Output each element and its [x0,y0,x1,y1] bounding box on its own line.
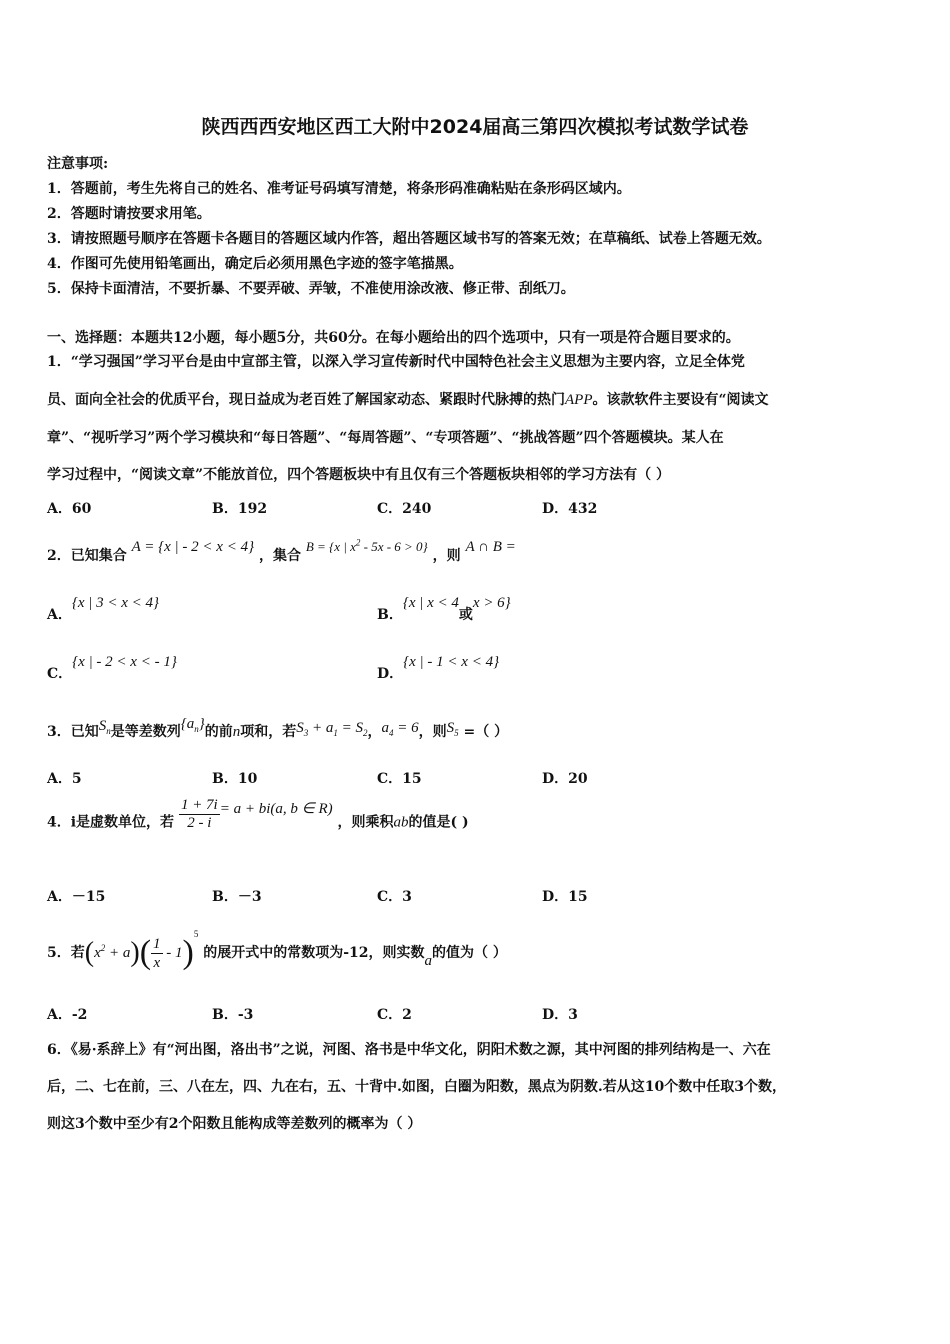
q5-sym: - 1 [162,945,183,961]
q2-option-c[interactable] [47,654,177,683]
q1-line [47,389,769,409]
q5-math [94,945,130,961]
q3-sym: S [296,720,304,736]
q3-text: 是等差数列 [110,724,181,740]
q4-text: 4．i是虚数单位，若 [47,814,175,831]
q3-sub: 5 [454,728,459,738]
q4-option-d[interactable]: D．15 [542,889,588,905]
q3-sym: {a [180,716,195,732]
q3-sym: S [98,718,107,734]
q3-math-an [181,716,205,732]
q1-option-a[interactable]: A．60 [47,501,92,517]
q2-option-label: C． [47,666,73,682]
q3-sub: 4 [389,728,394,738]
q5-option-b[interactable]: B．-3 [212,1007,254,1023]
q5-text: 5．若 [47,945,85,961]
q2-option-or: 或 [458,607,473,623]
q5-option-d[interactable]: D．3 [542,1007,578,1023]
q5-text: 的展开式中的常数项为-12，则实数 [203,945,425,961]
q1-option-b[interactable]: B．192 [212,501,268,517]
q2-expr: A ∩ B = [465,539,516,555]
q5-text: 的值为（ ） [432,945,507,961]
q3-text: =（ ） [458,724,509,740]
q6-line: 6．《易·系辞上》有“河出图，洛出书”之说，河图、洛书是中华文化，阴阳术数之源，其中河图的排列结构是一、六在 [47,1042,771,1058]
q2-text: ，集合 [258,548,301,564]
page-title: 陕西西西安地区西工大附中2024届高三第四次模拟考试数学试卷 [201,116,749,138]
q5-fraction [151,935,163,972]
q2-option-math: {x | x < 4 [402,595,459,611]
q5-denominator: x [153,954,161,971]
q2-option-label: D． [377,666,404,682]
notice-heading: 注意事项: [47,156,109,172]
q3-option-a[interactable]: A．5 [47,771,82,787]
q2-option-a[interactable] [47,595,160,624]
q2-text: ，则 [432,548,461,564]
q2-option-math: {x | 3 < x < 4} [71,595,160,611]
q3-sym: a [381,720,389,736]
q3-sub: n [106,726,111,736]
q3-math-sn [99,718,111,734]
q3-math-cond [296,720,367,736]
q3-text: 项和，若 [240,724,297,740]
q6-line: 后，二、七在前，三、八在左，四、九在右，五、十背中.如图，白圈为阳数，黑点为阴数.若从这10个数中任取3个数， [47,1079,786,1095]
q5-power: 5 [193,929,199,940]
q2-set-b-part: - 5x - 6 > 0} [360,539,428,554]
q3-sub: 1 [333,728,338,738]
q2-set-b [306,539,428,554]
q5-option-a[interactable]: A．-2 [47,1007,88,1023]
q2-option-math: {x | - 1 < x < 4} [403,654,500,670]
q5-paren: ( [139,934,152,971]
q5-paren: ) [130,937,140,968]
q1-line: 1．“学习强国”学习平台是由中宣部主管，以深入学习宣传新时代中国特色社会主义思想为主要内容，立足全体党 [47,354,745,370]
q2-option-math: x > 6} [472,595,511,611]
notice-item: 1．答题前，考生先将自己的姓名、准考证号码填写清楚，将条形码准确粘贴在条形码区域内。 [47,181,631,197]
q4-option-a[interactable]: A．－15 [47,889,106,905]
q3-sym: = 6 [393,720,419,736]
q3-text: 的前 [204,724,233,740]
notice-item: 4．作图可先使用铅笔画出，确定后必须用黑色字迹的签字笔描黑。 [47,256,463,272]
q1-line: 章”、“视听学习”两个学习模块和“每日答题”、“每周答题”、“专项答题”、“挑战答题”四个答题模块。某人在 [47,430,724,446]
q3-option-b[interactable]: B．10 [212,771,258,787]
q2-stem [47,537,516,565]
q1-line: 学习过程中，“阅读文章”不能放首位，四个答题板块中有且仅有三个答题板块相邻的学习方法有（ ） [47,467,670,483]
q3-sym: + a [308,720,334,736]
q5-math-a: a [424,953,433,969]
q2-set-b-part: B = {x | x [305,539,356,554]
q3-math-n: n [232,724,241,740]
q5-sym: x [94,945,101,961]
q3-text: 3．已知 [47,724,99,740]
notice-item: 3．请按照题号顺序在答题卡各题目的答题区域内作答，超出答题区域书写的答案无效；在草稿纸、试卷上答题无效。 [47,231,771,247]
q2-option-label: A． [47,607,72,623]
q3-sym: S [446,720,455,736]
q4-numerator: 1 + 7i [180,797,218,813]
q2-set-a: A = {x | - 2 < x < 4} [131,539,255,555]
q2-option-label: B． [377,607,403,623]
notice-item: 2．答题时请按要求用笔。 [47,206,211,222]
q4-math-ab: ab [393,814,409,831]
q2-option-d[interactable] [377,654,500,683]
q1-option-c[interactable]: C．240 [377,501,432,517]
q3-sub: 2 [363,728,368,738]
q2-text: 2．已知集合 [47,548,127,564]
q5-exp: 2 [100,943,106,953]
q5-sym: + a [105,945,131,961]
q1-text: 员、面向全社会的优质平台，现日益成为老百姓了解国家动态、紧跟时代脉搏的热门 [47,392,565,408]
q3-option-c[interactable]: C．15 [377,771,422,787]
q3-math-s5 [447,720,459,736]
q3-sym: = S [337,720,363,736]
q3-stem [47,716,509,742]
q3-sub: n [194,724,199,734]
q5-paren: ( [84,937,95,968]
q5-paren: ) [182,934,194,971]
q4-stem [47,797,469,840]
q4-text: 的值是( ) [408,814,469,831]
q4-fraction [179,797,220,832]
q4-option-c[interactable]: C．3 [377,889,412,905]
q3-text: ，则 [418,724,447,740]
notice-item: 5．保持卡面清洁，不要折暴、不要弄破、弄皱，不准使用涂改液、修正带、刮纸刀。 [47,281,575,297]
q2-set-b-exp: 2 [355,537,361,548]
q5-stem [47,922,507,974]
q1-option-d[interactable]: D．432 [542,501,598,517]
q4-rhs: = a + bi(a, b ∈ R) [219,800,333,817]
q4-text: ，则乘积 [337,814,394,831]
q3-option-d[interactable]: D．20 [542,771,588,787]
q4-option-b[interactable]: B．－3 [212,889,262,905]
q4-denominator: 2 - i [187,815,212,831]
q5-option-c[interactable]: C．2 [377,1007,412,1023]
q3-sym: } [198,716,205,732]
q2-option-b[interactable] [377,595,511,624]
q1-text: 。该款软件主要设有“阅读文 [592,392,769,408]
q6-line: 则这3个数中至少有2个阳数且能构成等差数列的概率为（ ） [47,1116,422,1132]
q3-math-a4 [382,720,419,736]
q2-option-math: {x | - 2 < x < - 1} [72,654,177,670]
q1-math: APP [565,392,593,408]
q3-text: ， [367,724,382,740]
q5-numerator: 1 [153,935,161,952]
q3-sub: 3 [303,728,309,738]
section-heading: 一、选择题：本题共12小题，每小题5分，共60分。在每小题给出的四个选项中，只有一项是符合题目要求的。 [47,330,740,346]
